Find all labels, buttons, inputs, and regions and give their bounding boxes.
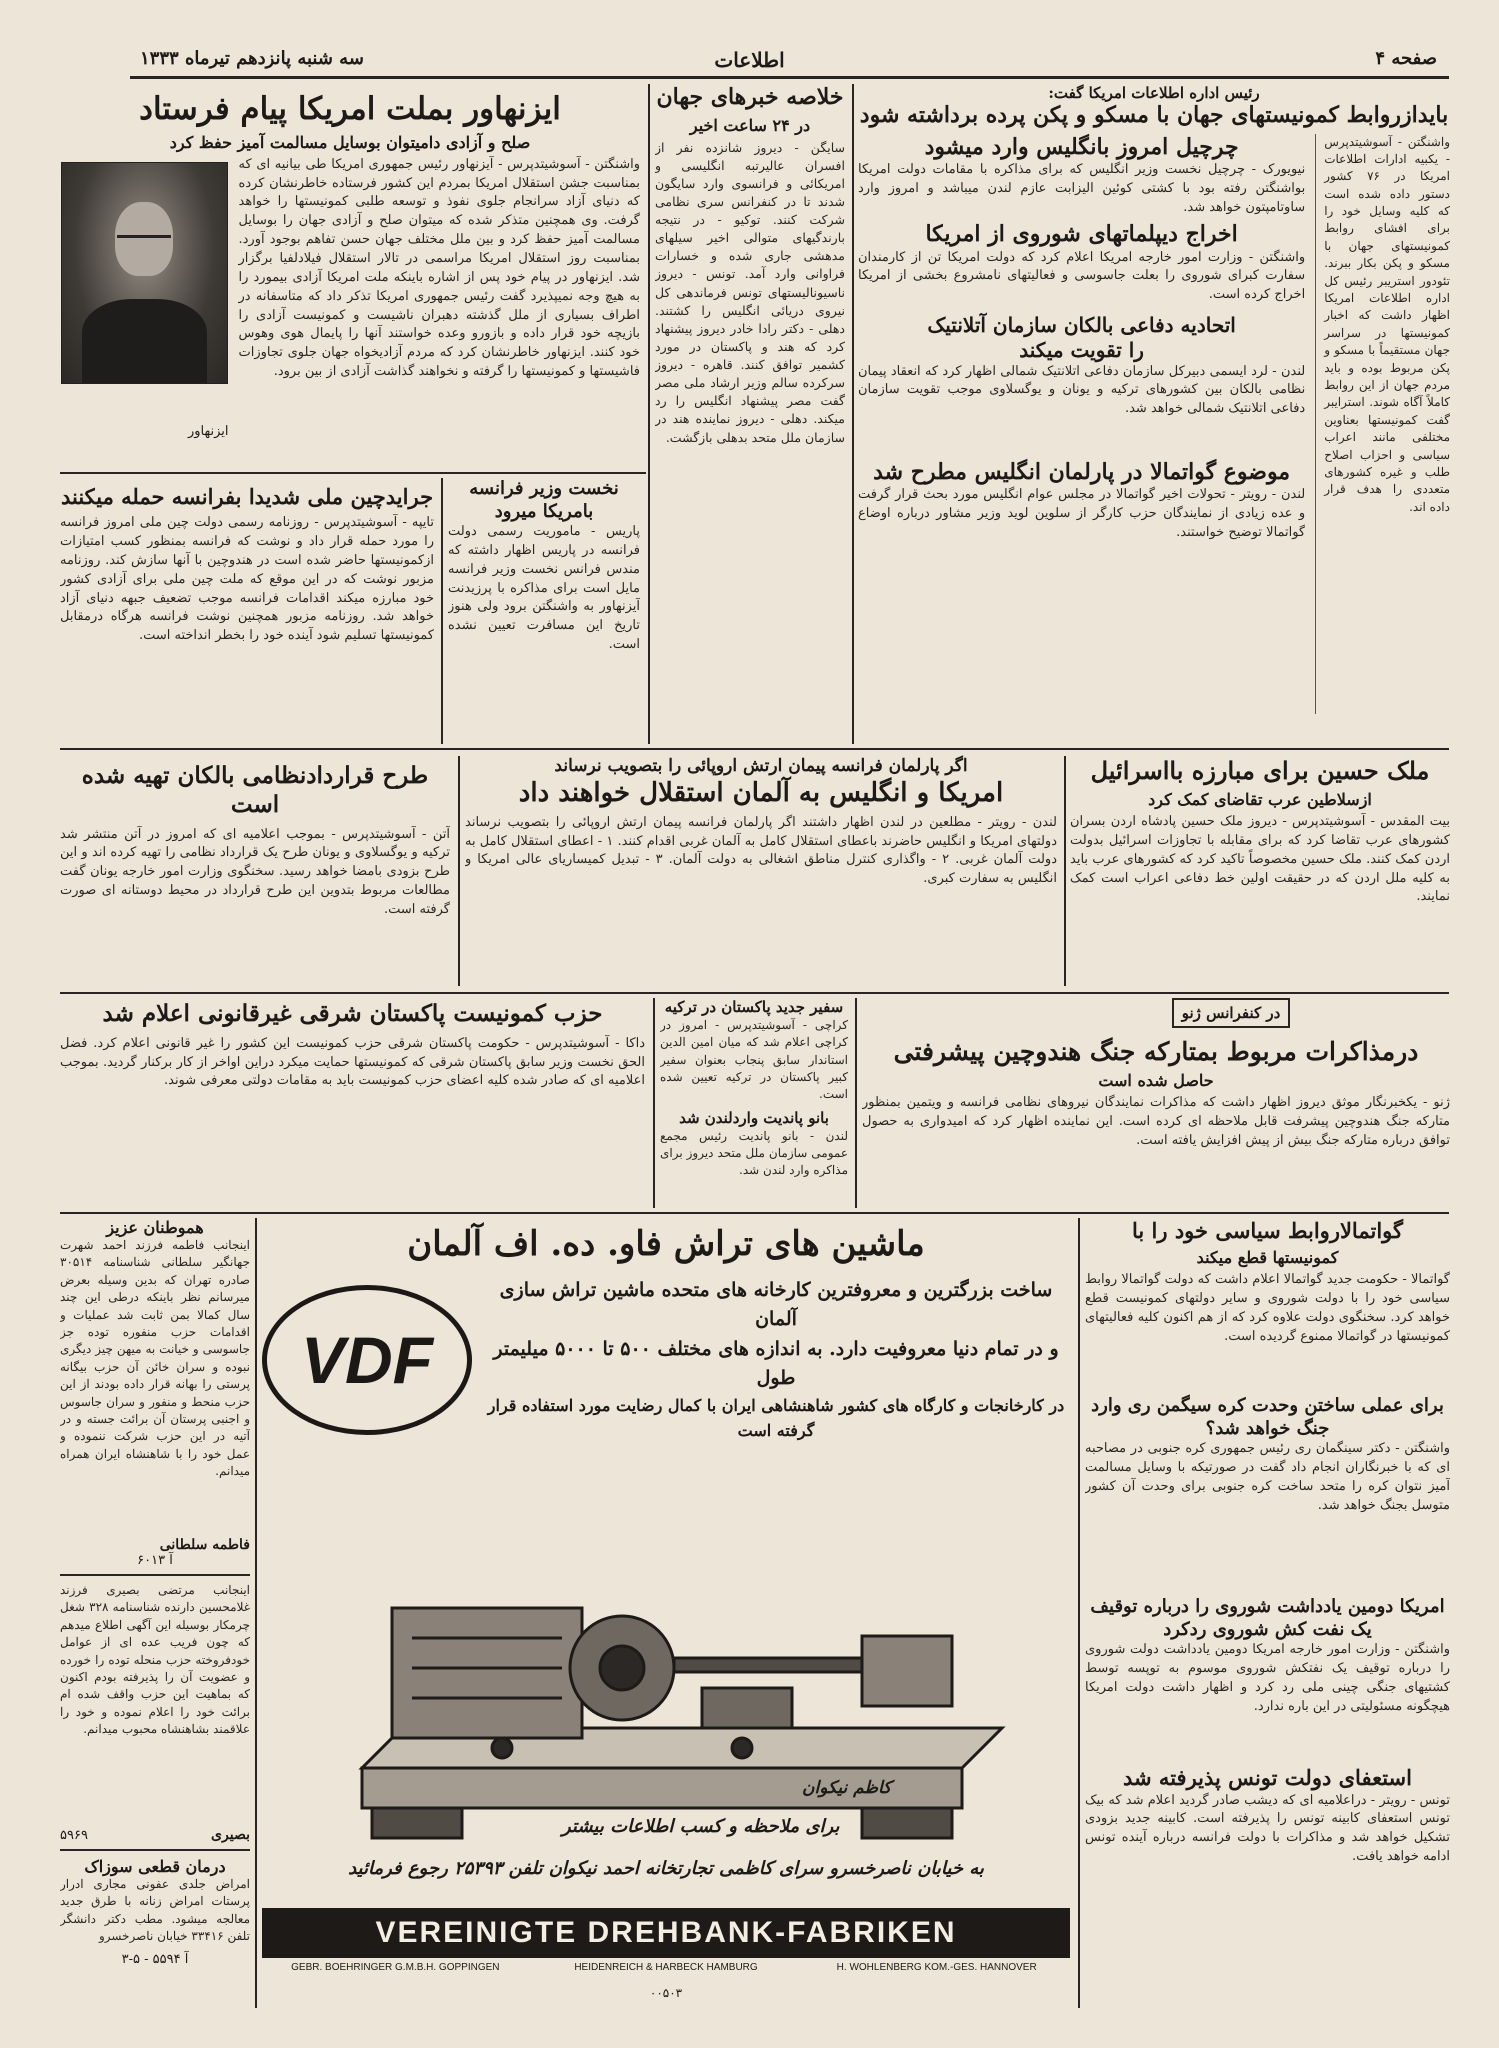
pandit-body: لندن - بانو پاندیت رئیس مجمع عمومی سازمان ملل متحد دیروز برای مذاکره وارد لندن شد. — [660, 1128, 848, 1178]
treaty-body: لندن - رویتر - مطلعین در لندن اظهار داشتند اگر پارلمان فرانسه پیمان ارتش اروپائی را بتصویب نرساند دولتهای امریکا و انگلیس حاضرند باعطای استقلال کامل به آلمان غربی اقدام کنند. ۱ - اعطای استقلال کامل به دولت آلمان غربی. ۲ - واگذاری کنترل مناطق اشغالی به دولت آلمان. ۳ - تبدیل کمیساریای عالی امریکا و انگلیس به سفارت کبری. — [465, 814, 1057, 887]
geneva-headline: درمذاکرات مربوط بمتارکه جنگ هندوچین پیشرفتی — [893, 1037, 1419, 1066]
balkan-pact-headline: اتحادیه دفاعی بالکان سازمان آتلانتیک را تقویت میکند — [927, 312, 1236, 362]
photo-caption: ایزنهاور — [187, 423, 229, 439]
ad-maker-3: H. WOHLENBERG KOM.-GES. HANNOVER — [836, 1962, 1037, 1973]
premier-headline: نخست وزیر فرانسه بامریکا میرود — [469, 478, 619, 522]
column-rule — [255, 1218, 257, 2008]
ad-text-2: و در تمام دنیا معروفیت دارد. به اندازه های مختلف ۵۰۰ تا ۵۰۰۰ میلیمتر طول — [493, 1337, 1059, 1390]
section-rule — [60, 1212, 1449, 1214]
ad-address: به خیابان ناصرخسرو سرای کاظمی تجارتخانه احمد نیکوان تلفن ۲۵۳۹۳ رجوع فرمائید — [348, 1858, 984, 1879]
korea-body: واشنگتن - دکتر سینگمان ری رئیس جمهوری کره جنوبی در مصاحبه ای که با خبرنگاران انجام داد گفت در صورتیکه با وسایل مسالمت آمیز نتوان کره را متحد ساخت کره جنوبی برای وحدت آن کشور متوسل بجنگ خواهد شد. — [1085, 1441, 1450, 1513]
germany-treaty-section — [465, 756, 1057, 986]
column-rule — [441, 478, 443, 744]
notice-2-number: ۵۹۶۹ — [60, 1828, 88, 1843]
tanker-body: واشنگتن - وزارت امور خارجه امریکا دومین یادداشت دولت شوروی را درباره توقیف یک نفتکش شوروی موسوم به توپسه توسط کشتیهای جنگی چینی ملی رد کرد و اظهار داشت دولت امریکا هیچگونه مسئولیتی در این باره ندارد. — [1085, 1642, 1450, 1714]
notice-1-signature: فاطمه سلطانی — [159, 1537, 250, 1553]
notice-3-title: درمان قطعی سوزاک — [84, 1857, 226, 1876]
balkan-plan-section — [60, 762, 450, 986]
ad-text-3: در کارخانجات و کارگاه های کشور شاهنشاهی ایران با کمال رضایت مورد استفاده قرار گرفته است — [487, 1395, 1065, 1440]
communist-party-headline: حزب کمونیست پاکستان شرقی غیرقانونی اعلام شد — [102, 1000, 603, 1027]
china-press-body: تایپه - آسوشیتدپرس - روزنامه رسمی دولت چین ملی امروز فرانسه را مورد حمله قرار داد و نوشت که فرانسه بمنظور کسب امتیازات ازکمونیستها حاضر شده است در هندوچین با آنها سازش کند. روزنامه مزبور نوشت که در این موقع که ملت چین ملی برای آزادی کشور خود مبارزه میکند اقدامات فرانسه موجب تضعیف جبهه دنیای آزاد خواهد شد. روزنامه مزبور همچنین نوشت فرانسه هرگاه درمقابل کمونیستها تسلیم شود آینده خود را بخطر انداخته است. — [60, 515, 434, 644]
premier-body: پاریس - ماموریت رسمی دولت فرانسه در پاریس اظهار داشته که مندس فرانس نخست وزیر فرانسه مایل است برای مذاکره با پرزیدنت آیزنهاور به واشنگتن برود ولی هنوز تاریخ این مسافرت تعیین نشده است. — [448, 524, 640, 653]
balkan-pact-body: لندن - لرد ایسمی دبیرکل سازمان دفاعی اتلانتیک شمالی اظهار کرد که انعقاد پیمان نظامی بالکان بین کشورهای ترکیه و یونان و یوگسلاوی موجب تقویت سازمان دفاعی اتلانتیک شمالی خواهد شد. — [858, 363, 1306, 417]
guatemala-body: گواتمالا - حکومت جدید گواتمالا اعلام داشت که دولت گواتمالا روابط سیاسی خود را با دولت شوروی و سایر دولتهای کمونیست قطع خواهد کرد. سخنگوی دولت علاوه کرد که از هم اکنون کلیه فعالیتهای کمونیستها در گواتمالا ممنوع گردیده است. — [1085, 1272, 1450, 1344]
soviet-diplomats-body: واشنگتن - وزارت امور خارجه امریکا اعلام کرد که دولت امریکا تن از کارمندان سفارت کبرای شوروی را بعلت جاسوسی و فعالیتهای نامشروع بخشی از امریکا اخراج کرده است. — [858, 249, 1306, 303]
ad-text-1: ساخت بزرگترین و معروفترین کارخانه های متحده ماشین تراش سازی آلمان — [499, 1279, 1053, 1331]
hussein-section — [1070, 756, 1450, 986]
treaty-headline: امریکا و انگلیس به آلمان استقلال خواهند داد — [518, 778, 1004, 809]
page-number: صفحه ۴ — [1375, 48, 1437, 69]
pandit-headline: بانو پاندیت واردلندن شد — [679, 1108, 829, 1127]
ad-signature: کاظم نیکوان — [802, 1778, 892, 1798]
ad-footer-number: ۰۰۵۰۳ — [649, 1986, 683, 2000]
pak-ambassador-body: کراچی - آسوشیتدپرس - امروز در کراچی اعلام شد که میان امین الدین استاندار سابق پنجاب بعنوان سفیر کبیر پاکستان در ترکیه تعیین شده است. — [660, 1017, 848, 1102]
balkan-plan-body: آتن - آسوشیتدپرس - بموجب اعلامیه ای که امروز در آتن منتشر شد ترکیه و یوگسلاوی و یونان طرح یک قرارداد نظامی را تهیه کرده اند و این طرح بزودی بامضا خواهد رسید. سخنگوی وزارت امور خارجه یونان گفت مطالعات مربوط بتدوین این طرح قرارداد در محیط دوستانه ای صورت گرفته است. — [60, 826, 450, 917]
ad-banner: VEREINIGTE DREHBANK-FABRIKEN — [262, 1908, 1070, 1958]
pak-ambassador-headline: سفیر جدید پاکستان در ترکیه — [664, 998, 844, 1016]
top-right-kicker: رئیس اداره اطلاعات امریکا گفت: — [1048, 84, 1260, 102]
eisenhower-body: واشنگتن - آسوشیتدپرس - آیزنهاور رئیس جمهوری امریکا طی بیانیه ای که بمناسبت جشن استقلال امریکا بمردم این کشور فرستاده خاطرنشان کرده که دنیای آزاد سرانجام جلوی نفوذ و توسعه طلبی کمونیستها را خواهد گرفت. وی همچنین متذکر شده که میتوان صلح و آزادی جهان را بوسایل مسالمت آمیز حفظ کرد و بین ملل مختلف جهان حسن تفاهم بوجود آورد. بمناسبت روز استقلال امریکا مراسمی در تالار استقلال فیلادلفیا برگزار شد. ایزنهاور در پیام خود پس از اشاره باینکه ملت امریکا آزادی بیمورد را به هیچ وجه نمیپذیرد گفت رئیس جمهوری امریکا تذکر داد که متاسفانه در اطراف بسیاری از ملل گذشته دهبران ناشیست و کمونیست آزادی را بازیچه خود قرار داده و بازورو وعده خواستند آنها را پایمال هوی وهوس خود کنند. ایزنهاور خاطرنشان کرد که مردم آزادیخواه جهان جلوی تجاوزات فاشیستها و کمونیستها را گرفته و نخواهند گذاشت آزادی از بین برود. — [238, 156, 640, 380]
notice-3-body: امراض جلدی عفونی مجاری ادرار پرستات امراض زنانه با طرق جدید معالجه میشود. مطب دکتر دانشگر تلفن ۳۳۴۱۶ خیابان ناصرخسرو — [60, 1877, 250, 1944]
premier-section — [448, 478, 640, 744]
lathe-illustration — [302, 1518, 1042, 1848]
top-right-headline: بایدازروابط کمونیستهای جهان با مسکو و پکن پرده برداشته شود — [859, 102, 1449, 128]
churchill-headline: چرچیل امروز بانگلیس وارد میشود — [924, 133, 1239, 160]
notice-divider — [60, 1849, 250, 1851]
ad-makers — [262, 1962, 1070, 1973]
guatemala-parliament-headline: موضوع گواتمالا در پارلمان انگلیس مطرح شد — [873, 458, 1291, 485]
notice-1-title: هموطنان عزیز — [106, 1218, 204, 1237]
notice-1-number: آ ۶۰۱۳ — [137, 1553, 173, 1568]
china-press-headline: جرایدچین ملی شدیدا بفرانسه حمله میکنند — [60, 484, 434, 509]
ad-title: ماشین های تراش فاو. ده. اف آلمان — [407, 1224, 925, 1264]
geneva-section — [862, 998, 1450, 1208]
column-rule — [458, 756, 460, 986]
column-rule — [653, 998, 655, 1208]
notice-divider — [60, 1574, 250, 1576]
eisenhower-section — [60, 90, 640, 465]
notices-column — [60, 1218, 250, 2008]
section-rule — [60, 748, 1449, 750]
hussein-headline: ملک حسین برای مبارزه بااسرائیل — [1090, 756, 1430, 785]
china-press-section — [60, 484, 434, 744]
column-rule — [1078, 1218, 1080, 2008]
soviet-diplomats-headline: اخراج دیپلماتهای شوروی از امریکا — [925, 221, 1238, 247]
ad-info: برای ملاحظه و کسب اطلاعات بیشتر — [562, 1816, 840, 1837]
issue-date: سه شنبه پانزدهم تیرماه ۱۳۳۳ — [140, 48, 364, 69]
paper-name: اطلاعات — [714, 48, 785, 72]
notice-1-body: اینجانب فاطمه فرزند احمد شهرت جهانگیر سلطانی شناسنامه ۳۰۵۱۴ صادره تهران که بدین وسیله بعرض میرسانم نظر باینکه درطی این چند سال کمالا بمن ثابت شد عملیات و اقدامات حزب منفوره توده جز جاسوسی و خیانت به میهن چیز دیگری نبوده و سران خائن آن حزب بیگانه پرستی را بهانه قرار داده بودند از این حزب منحط و منفور و سران جاسوس و اجنبی پرستان آن برائت جسته و در آتیه در این حزب شرکت ننموده و عمل خود را با شاهنشاه ایران همراه میدانم. — [60, 1238, 250, 1479]
vdf-advertisement — [262, 1218, 1070, 2008]
geneva-box: در کنفرانس ژنو — [1172, 998, 1291, 1028]
vdf-logo: VDF — [262, 1285, 472, 1435]
masthead-rule — [130, 76, 1449, 79]
guatemala-headline: گواتمالاروابط سیاسی خود را با — [1131, 1218, 1403, 1243]
notice-3-number: آ ۵۵۹۴ - ۵-۳ — [121, 1952, 189, 1967]
column-rule — [852, 84, 854, 744]
ad-maker-2: HEIDENREICH & HARBECK HAMBURG — [574, 1962, 758, 1973]
geneva-body: ژنو - یکخبرنگار موثق دیروز اظهار داشت که مذاکرات نمایندگان نیروهای نظامی فرانسه و ویتمین بمنظور متارکه جنگ هندوچین پیشرفت قابل ملاحظه ای کرده است. این نماینده اظهار کرد که امیدواری به حصول توافق درباره متارکه جنگ بیش از پیش افزایش یافته است. — [862, 1095, 1450, 1148]
eisenhower-headline: ایزنهاور بملت امریکا پیام فرستاد — [139, 91, 561, 127]
tanker-headline: امریکا دومین یادداشت شوروی را درباره توقیف یک نفت کش شوروی ردکرد — [1090, 1596, 1445, 1640]
world-news-section — [655, 84, 845, 744]
communist-party-body: داکا - آسوشیتدپرس - حکومت پاکستان شرقی حزب کمونیست این کشور را غیر قانونی اعلام کرد. فضل الحق نخست وزیر سابق پاکستان شرقی که کمونیستها حمایت میکرد دراین اواخر از کار برکنار گردید. بموجب اعلامیه ای که صادر شده کلیه اعضای حزب کمونیست باید به مقامات دولتی معرفی شوند. — [60, 1035, 645, 1089]
notice-2-body: اینجانب مرتضی بصیری فرزند غلامحسین دارنده شناسنامه ۳۲۸ شغل چرمکار بوسیله این آگهی اطلاع میدهم که چون فریب عده ای از عوامل خودفروخته حزب منحله توده را خورده و عضویت آن را پذیرفته بودم اکنون که بماهیت این حزب واقف شده ام برائت خود را اعلام نموده و خود را علاقمند بشاهنشاه محبوب میدانم. — [60, 1583, 250, 1737]
tunisia-body: تونس - رویتر - دراعلامیه ای که دیشب صادر گردید اعلام شد که بیک تونس استعفای کابینه تونس را پذیرفته است. کابینه جدید بزودی تشکیل خواهد شد و مذاکرات با دولت فرانسه درباره آینده تونس ادامه خواهد یافت. — [1085, 1792, 1450, 1865]
section-rule — [60, 472, 646, 474]
eisenhower-photo — [61, 162, 228, 384]
tunisia-headline: استعفای دولت تونس پذیرفته شد — [1123, 1765, 1412, 1791]
bottom-right-section — [1085, 1218, 1450, 2008]
section-rule — [60, 992, 1449, 994]
column-rule — [1064, 756, 1066, 986]
top-right-section — [858, 84, 1450, 744]
notice-2-signature: بصیری — [211, 1827, 250, 1843]
world-news-headline: خلاصه خبرهای جهان — [656, 84, 844, 110]
treaty-kicker: اگر پارلمان فرانسه پیمان ارتش اروپائی را بتصویب نرساند — [554, 756, 968, 776]
hussein-subhead: ازسلاطین عرب تقاضای کمک کرد — [1148, 790, 1372, 809]
guatemala-subhead: کمونیستها قطع میکند — [1196, 1248, 1339, 1268]
churchill-body: نیویورک - چرچیل نخست وزیر انگلیس که برای مذاکره با مقامات دولت امریکا بواشنگتن رفته بود با کشتی کوئین الیزابت عازم لندن میباشد و امروز وارد ساوتامپتون خواهد شد. — [858, 162, 1306, 215]
world-news-subhead: در ۲۴ ساعت اخیر — [689, 115, 811, 135]
korea-headline: برای عملی ساختن وحدت کره سیگمن ری وارد جنگ خواهد شد؟ — [1091, 1395, 1444, 1439]
ad-maker-1: GEBR. BOEHRINGER G.M.B.H. GOPPINGEN — [291, 1962, 500, 1973]
geneva-subhead: حاصل شده است — [1098, 1071, 1214, 1091]
column-rule — [648, 84, 650, 744]
world-news-body: سایگن - دیروز شانزده نفر از افسران عالیرتبه انگلیسی و امریکائی و فرانسوی وارد سایگون شدند تا در کنفرانس سری نظامی شرکت کنند. توکیو - در نتیجه بارندگیهای متوالی اخیر سیلهای مدهشی جاری شده و خسارات فراوانی وارد آمد. تونس - دیروز ناسیونالیستهای تونس فرماندهی کل نیروی دریائی انگلیس را کشتند. دهلی - دکتر رادا خادر دیروز پیشنهاد کرد که هند و پاکستان در مورد کشمیر توافق کنند. قاهره - دیروز سرکرده سالم وزیر ارشاد ملی مصر گفت مصر پیشنهاد انگلیس را رد میکند. دهلی - دیروز نماینده هند در سازمان ملل متحد بدهلی بازگشت. — [655, 139, 845, 445]
communist-party-section — [60, 1000, 645, 1208]
guatemala-parliament-body: لندن - رویتر - تحولات اخیر گواتمالا در مجلس عوام انگلیس مورد بحث قرار گرفت و عده زیادی از نمایندگان حزب کارگر از سلوین لوید وزیر مشاور درباره اوضاع گواتمالا توضیح خواستند. — [858, 487, 1306, 540]
column-rule — [855, 998, 857, 1208]
hussein-body: بیت المقدس - آسوشیتدپرس - دیروز ملک حسین پادشاه اردن بسران کشورهای عرب تقاضا کرد که برای مقابله با تجاوزات اسرائیل بدولت اردن کمک کنند. ملک حسین مخصوصاً تاکید کرد که کشورهای عرب باید به کلیه ملل اردن که در حقیقت اولین خط دفاعی اعراب است کمک نمایند. — [1070, 814, 1450, 905]
balkan-plan-headline: طرح قراردادنظامی بالکان تهیه شده است — [81, 762, 429, 818]
eisenhower-subhead: صلح و آزادی دامیتوان بوسایل مسالمت آمیز حفظ کرد — [169, 132, 531, 152]
pak-ambassador-section — [660, 998, 848, 1208]
top-right-body: واشنگتن - آسوشیتدپرس - یکبیه ادارات اطلاعات امریکا در ۷۶ کشور دستور داده شده است که کلیه وسایل خود را برای افشای روابط کمونیستهای جهان با مسکو و پکن بکار ببرند. تئودور استریبر رئیس کل اداره اطلاعات امریکا اظهار داشت که اخبار کمونیستها در سراسر جهان مستقیماً با مسکو و پکن مربوط بوده و باید مردم جهان از این روابط کاملاً آگاه شوند. استرایبر گفت کمونیستها بعناوین مختلفی مانند اعراب سیاسی و احزاب اصلاح طلب و غیره کشورهای متعددی را هدف قرار داده اند. — [1315, 134, 1450, 714]
